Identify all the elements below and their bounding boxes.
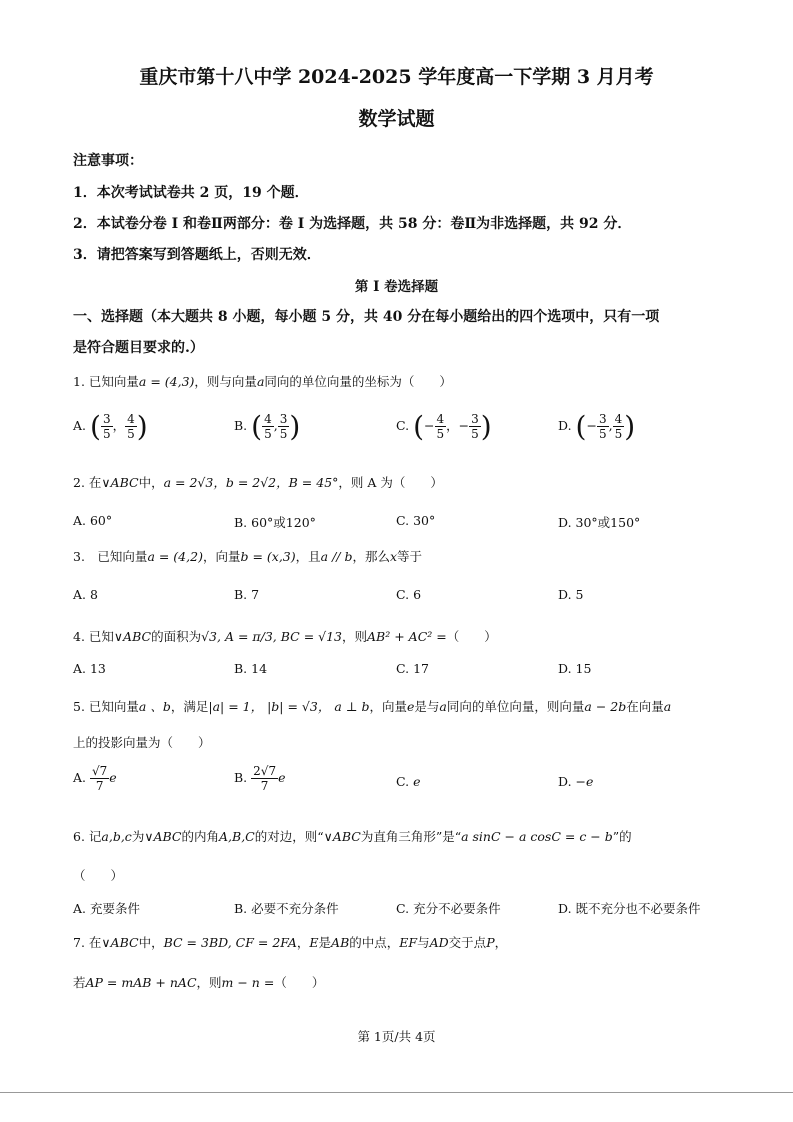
- part-instructions-line2: 是符合题目要求的.）: [73, 340, 204, 356]
- section-title: 第 I 卷选择题: [354, 279, 439, 295]
- q5-option-d: D. −e: [558, 774, 594, 789]
- q6-option-c: C. 充分不必要条件: [396, 901, 501, 916]
- part-instructions-line1: 一、选择题（本大题共 8 小题，每小题 5 分，共 40 分在每小题给出的四个选项中，只有一项: [73, 309, 660, 325]
- q2-option-a: A. 60°: [73, 513, 113, 528]
- q5-option-a: A. $\frac{√7}{7}$ e: [73, 764, 117, 793]
- q6-option-a: A. 充要条件: [73, 901, 140, 916]
- page-footer: 第 1页/共 4页: [357, 1029, 436, 1044]
- question-4: 4. 已知∨ABC的面积为√3, A = π/3, BC = √13，则AB² + AC² =（ ）: [73, 629, 497, 644]
- q5-option-b: B. $\frac{2√7}{7}$ e: [234, 764, 286, 793]
- question-6: 6. 记a,b,c为∨ABC的内角A,B,C的对边，则“∨ABC为直角三角形”是“a sinC − a cosC = c − b”的: [73, 829, 632, 844]
- question-6-line2: （ ）: [73, 868, 124, 883]
- q4-option-d: D. 15: [558, 661, 592, 676]
- q5-option-c: C. e: [396, 774, 421, 789]
- q6-option-d: D. 既不充分也不必要条件: [558, 901, 701, 916]
- question-7: 7. 在∨ABC中，BC = 3BD, CF = 2FA，E是AB的中点，EF与AD交于点P，: [73, 935, 508, 950]
- q6-option-b: B. 必要不充分条件: [234, 901, 339, 916]
- q1-option-a: A. ( $\frac{3}{5}$ ， $\frac{4}{5}$ ): [73, 410, 148, 443]
- question-2: 2. 在∨ABC中，a = 2√3，b = 2√2，B = 45°，则 A 为（ ）: [73, 475, 443, 490]
- q2-option-c: C. 30°: [396, 513, 436, 528]
- notice-item-1: 1．本次考试试卷共 2 页，19 个题．: [73, 185, 309, 201]
- q1-option-b: B. ( $\frac{4}{5}$ , $\frac{3}{5}$ ): [234, 410, 301, 443]
- notice-heading: 注意事项：: [73, 153, 143, 169]
- question-3: 3. 已知向量a = (4,2)，向量b = (x,3)，且a // b，那么x等于: [73, 549, 423, 564]
- exam-title: 重庆市第十八中学 2024-2025 学年度高一下学期 3 月月考: [139, 66, 654, 88]
- q4-option-a: A. 13: [73, 661, 106, 676]
- q3-option-a: A. 8: [73, 587, 98, 602]
- q1-option-c: C. (− $\frac{4}{5}$ ，− $\frac{3}{5}$ ): [396, 410, 492, 443]
- q2-option-d: D. 30°或150°: [558, 515, 641, 530]
- question-1: 1. 已知向量a = (4,3)，则与向量a同向的单位向量的坐标为（ ）: [73, 374, 452, 389]
- q1-option-d: D. (− $\frac{3}{5}$ , $\frac{4}{5}$ ): [558, 410, 636, 443]
- q4-option-b: B. 14: [234, 661, 268, 676]
- q3-option-d: D. 5: [558, 587, 584, 602]
- question-7-line2: 若AP = mAB + nAC，则m − n =（ ）: [73, 975, 325, 990]
- q2-option-b: B. 60°或120°: [234, 515, 316, 530]
- bottom-divider: [0, 1092, 793, 1093]
- q4-option-c: C. 17: [396, 661, 429, 676]
- notice-item-3: 3．请把答案写到答题纸上，否则无效．: [73, 247, 321, 263]
- question-5: 5. 已知向量a 、b，满足|a| = 1， |b| = √3， a ⊥ b，向量e是与a同向的单位向量，则向量a − 2b在向量a: [73, 699, 672, 714]
- question-5-line2: 上的投影向量为（ ）: [73, 735, 211, 750]
- q3-option-c: C. 6: [396, 587, 422, 602]
- q3-option-b: B. 7: [234, 587, 260, 602]
- exam-subtitle: 数学试题: [358, 108, 435, 130]
- notice-item-2: 2．本试卷分卷 I 和卷Ⅱ两部分：卷 I 为选择题，共 58 分：卷Ⅱ为非选择题，共 92 分．: [73, 216, 632, 232]
